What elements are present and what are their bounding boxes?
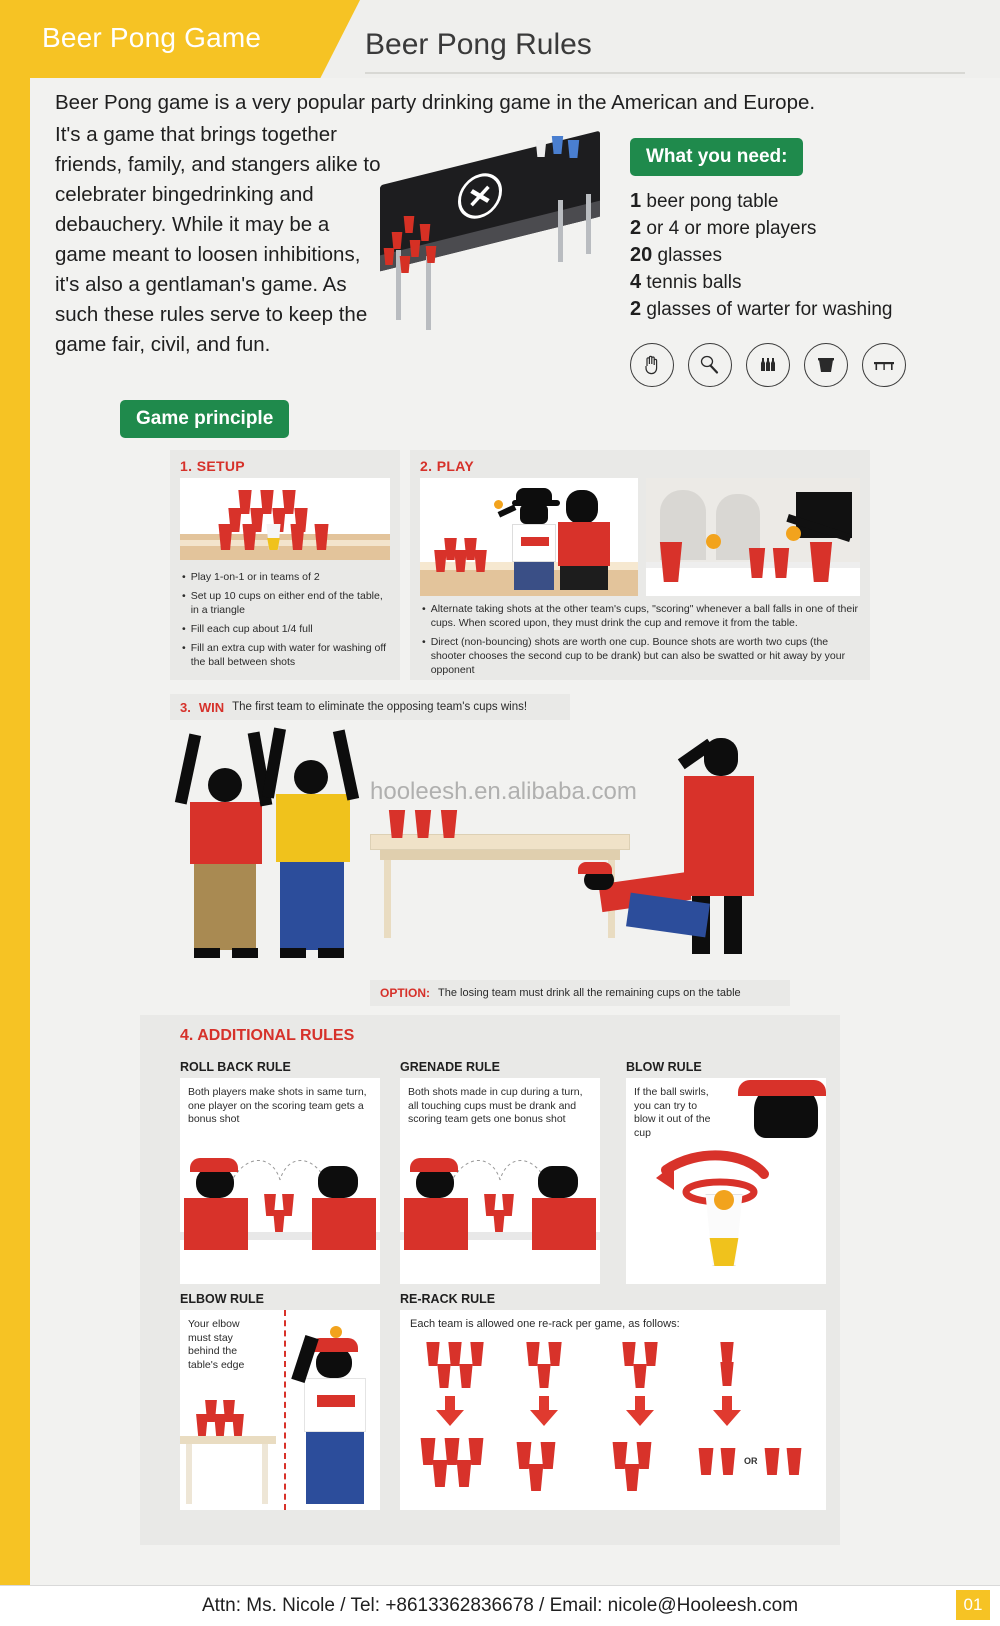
what-you-need-list: [630, 188, 960, 323]
win-step-number: 3.: [180, 699, 191, 715]
page-header: [30, 0, 1000, 78]
win-illustration: [180, 728, 860, 978]
player-pants: [514, 562, 554, 590]
what-you-need-heading: What you need:: [630, 138, 803, 176]
winner2-head: [294, 760, 328, 794]
need-qty: 2: [630, 298, 642, 320]
roll-back-rule-title: ROLL BACK RULE: [180, 1060, 291, 1074]
loser2-cap: [578, 862, 612, 874]
ping-pong-ball: [706, 534, 721, 549]
winner2-shirt: [276, 794, 350, 862]
setup-photo: [180, 478, 390, 560]
loser1-leg: [724, 896, 742, 954]
intro-paragraph: It's a game that brings together friends, family, and stangers alike to celebrater bingedrinking and debauchery. While it may be a game meant to loosen inhibitions, it's also a gentlaman's game. As such these rules serve to keep the game fair, civil, and fun.: [55, 123, 381, 356]
player-shirt: [512, 524, 556, 562]
player2-pants: [560, 566, 608, 590]
grenade-rule-card: [400, 1078, 600, 1284]
blow-rule-ball: [714, 1190, 734, 1210]
roll-back-rule-card: [180, 1078, 380, 1284]
loser1-dress: [684, 776, 754, 896]
option-text: The losing team must drink all the remaining cups on the table: [438, 987, 741, 999]
winner2-pants: [280, 862, 344, 950]
additional-rules-number: 4.: [180, 1027, 194, 1044]
blow-rule-text: If the ball swirls, you can try to blow it out of the cup: [634, 1086, 711, 1139]
needs-icon-row: [630, 343, 950, 389]
need-text: tennis balls: [646, 272, 742, 293]
play-photo-left: [420, 478, 638, 596]
page-number-badge: 01: [956, 1590, 990, 1620]
beer-pong-table-illustration: [362, 128, 620, 368]
need-item: [630, 242, 960, 269]
re-rack-rule-text: Each team is allowed one re-rack per game, as follows:: [410, 1318, 680, 1330]
play-step-title-wrap: [420, 458, 474, 476]
bullet-dot: •: [182, 642, 186, 654]
blow-rule-card: [626, 1078, 826, 1284]
game-principle-heading: Game principle: [120, 400, 289, 438]
setup-step-title: SETUP: [196, 458, 245, 474]
winner2-arm: [333, 730, 359, 801]
need-qty: 1: [630, 190, 642, 212]
play-bullet: Direct (non-bouncing) shots are worth one cup. Bounce shots are worth two cups (the shooter chooses the second cup to be drank) but can also be swatted or hit away by your opponent: [430, 636, 846, 676]
win-table-top: [370, 834, 630, 850]
setup-bullets: [182, 570, 388, 669]
page-content: [30, 0, 1000, 1585]
play-bullets: [422, 602, 860, 677]
bullet-dot: •: [182, 623, 186, 635]
player2-shirt: [558, 522, 610, 566]
option-label: OPTION:: [380, 986, 430, 1000]
need-item: [630, 188, 960, 215]
winner1-shirt: [190, 802, 262, 864]
winner1-head: [208, 768, 242, 802]
bullet-dot: •: [182, 590, 186, 602]
setup-bullet: Set up 10 cups on either end of the table, in a triangle: [190, 590, 383, 616]
elbow-rule-divider: [284, 1310, 286, 1510]
need-qty: 2: [630, 217, 642, 239]
additional-rules-title: ADDITIONAL RULES: [197, 1027, 355, 1044]
re-rack-or-label: OR: [744, 1456, 758, 1466]
table-leg: [558, 200, 563, 262]
bullet-dot: •: [422, 603, 426, 615]
winner1-shoe: [194, 948, 220, 958]
setup-bullet: Fill an extra cup with water for washing off the ball between shots: [190, 642, 386, 668]
header-tab-label: Beer Pong Game: [42, 22, 262, 53]
bullet-dot: •: [422, 636, 426, 648]
play-panel: [410, 450, 870, 680]
setup-step-number: 1.: [180, 458, 193, 474]
win-bar: [170, 694, 570, 720]
play-step-title: PLAY: [436, 458, 474, 474]
player2-head: [566, 490, 598, 524]
page-title: Beer Pong Rules: [365, 28, 592, 61]
need-text: glasses of warter for washing: [646, 299, 893, 320]
page-footer: [0, 1585, 1000, 1625]
bullet-dot: •: [182, 571, 186, 583]
setup-step-title-wrap: [180, 458, 245, 476]
need-text: beer pong table: [646, 191, 779, 212]
grenade-rule-title: GRENADE RULE: [400, 1060, 501, 1074]
table-leg: [586, 194, 591, 254]
setup-panel: [170, 450, 400, 680]
winner2-arm: [262, 727, 286, 798]
need-text: glasses: [657, 245, 722, 266]
blow-rule-title: BLOW RULE: [626, 1060, 702, 1074]
header-divider: [365, 72, 965, 74]
setup-bullet: Fill each cup about 1/4 full: [190, 623, 313, 635]
roll-back-rule-text: Both players make shots in same turn, one player on the scoring team gets a bonus shot: [188, 1086, 367, 1125]
game-principle-heading-wrap: [120, 400, 289, 438]
footer-contact: Attn: Ms. Nicole / Tel: +8613362836678 / Email: nicole@Hooleesh.com: [201, 1595, 799, 1616]
re-rack-rule-card: [400, 1310, 826, 1510]
ping-pong-ball: [494, 500, 503, 509]
winner2-shoe: [318, 948, 344, 958]
blow-rule-cap: [738, 1080, 826, 1096]
bucket-icon: [804, 343, 848, 387]
beer-bottles-icon: [746, 343, 790, 387]
hand-icon: [630, 343, 674, 387]
win-table-edge: [380, 850, 620, 860]
watermark: hooleesh.en.alibaba.com: [370, 778, 637, 805]
winner1-pants: [194, 864, 256, 950]
elbow-rule-card: [180, 1310, 380, 1510]
player-head: [520, 504, 548, 524]
need-text: or 4 or more players: [646, 218, 817, 239]
intro-lead-line: Beer Pong game is a very popular party drinking game in the American and Europe.: [55, 91, 816, 114]
elbow-rule-title: ELBOW RULE: [180, 1292, 265, 1306]
elbow-rule-text: Your elbow must stay behind the table's edge: [188, 1318, 245, 1371]
setup-bullet: Play 1-on-1 or in teams of 2: [190, 571, 320, 583]
need-qty: 4: [630, 271, 642, 293]
winner2-shoe: [280, 948, 306, 958]
play-step-number: 2.: [420, 458, 433, 474]
play-bullet: Alternate taking shots at the other team's cups, "scoring" whenever a ball falls in one of their cups. When scored upon, they must drink the cup and remove it from the table.: [430, 603, 859, 629]
table-leg: [426, 256, 431, 330]
option-bar: [370, 980, 790, 1006]
what-you-need-heading-wrap: [630, 138, 803, 176]
left-yellow-bar: [0, 0, 30, 1585]
winner1-shoe: [232, 948, 258, 958]
re-rack-rule-title: RE-RACK RULE: [400, 1292, 496, 1306]
win-table-leg: [384, 860, 391, 938]
need-item: [630, 215, 960, 242]
grenade-rule-text: Both shots made in cup during a turn, all touching cups must be drank and scoring team gets one bonus shot: [408, 1086, 583, 1125]
table-icon: [862, 343, 906, 387]
ping-pong-paddle-icon: [688, 343, 732, 387]
need-item: [630, 269, 960, 296]
need-qty: 20: [630, 244, 653, 266]
additional-rules-title-wrap: [180, 1027, 354, 1045]
win-step-title: WIN: [198, 699, 225, 715]
play-photo-right: [646, 478, 860, 596]
winner1-arm: [175, 734, 201, 805]
win-step-text: The first team to eliminate the opposing team's cups wins!: [232, 701, 528, 713]
ping-pong-ball: [786, 526, 801, 541]
need-item: [630, 296, 960, 323]
